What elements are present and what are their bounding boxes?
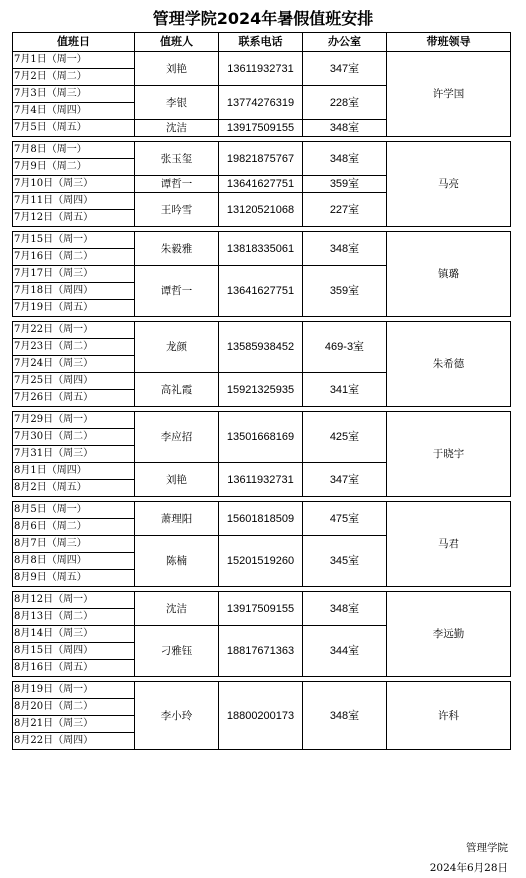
duty-date: 7月3日（周三） <box>13 86 135 103</box>
duty-leader: 镇璐 <box>387 232 511 317</box>
duty-phone: 18817671363 <box>219 626 303 677</box>
duty-office: 348室 <box>303 682 387 750</box>
header-leader: 带班领导 <box>387 33 511 52</box>
duty-date: 7月25日（周四） <box>13 373 135 390</box>
duty-phone: 15201519260 <box>219 536 303 587</box>
duty-phone: 13611932731 <box>219 463 303 497</box>
duty-phone: 15921325935 <box>219 373 303 407</box>
duty-date: 7月26日（周五） <box>13 390 135 407</box>
duty-phone: 13585938452 <box>219 322 303 373</box>
duty-person: 朱毅雅 <box>135 232 219 266</box>
duty-date: 7月24日（周三） <box>13 356 135 373</box>
duty-person: 李小玲 <box>135 682 219 750</box>
duty-leader: 朱希德 <box>387 322 511 407</box>
header-office: 办公室 <box>303 33 387 52</box>
duty-date: 8月9日（周五） <box>13 570 135 587</box>
duty-date: 8月20日（周二） <box>13 699 135 716</box>
duty-date: 7月5日（周五） <box>13 120 135 137</box>
duty-phone: 13611932731 <box>219 52 303 86</box>
duty-date: 8月2日（周五） <box>13 480 135 497</box>
page-title: 管理学院2024年暑假值班安排 <box>152 9 374 28</box>
duty-date: 7月18日（周四） <box>13 283 135 300</box>
duty-person: 高礼霞 <box>135 373 219 407</box>
duty-date: 7月16日（周二） <box>13 249 135 266</box>
duty-office: 341室 <box>303 373 387 407</box>
duty-date: 7月29日（周一） <box>13 412 135 429</box>
duty-person: 李应招 <box>135 412 219 463</box>
duty-phone: 13501668169 <box>219 412 303 463</box>
duty-date: 7月2日（周二） <box>13 69 135 86</box>
header-phone: 联系电话 <box>219 33 303 52</box>
duty-office: 469-3室 <box>303 322 387 373</box>
duty-date: 8月13日（周二） <box>13 609 135 626</box>
duty-leader: 许科 <box>387 682 511 750</box>
duty-office: 347室 <box>303 463 387 497</box>
duty-office: 344室 <box>303 626 387 677</box>
duty-date: 7月10日（周三） <box>13 176 135 193</box>
table-row <box>13 142 511 159</box>
duty-office: 228室 <box>303 86 387 120</box>
duty-date: 8月7日（周三） <box>13 536 135 553</box>
duty-office: 227室 <box>303 193 387 227</box>
header-date: 值班日 <box>13 33 135 52</box>
duty-office: 348室 <box>303 592 387 626</box>
duty-phone: 13818335061 <box>219 232 303 266</box>
duty-date: 8月12日（周一） <box>13 592 135 609</box>
table-row <box>13 322 511 339</box>
duty-date: 7月15日（周一） <box>13 232 135 249</box>
duty-person: 刁雅钰 <box>135 626 219 677</box>
duty-person: 李银 <box>135 86 219 120</box>
duty-date: 7月31日（周三） <box>13 446 135 463</box>
duty-leader: 马亮 <box>387 142 511 227</box>
duty-person: 刘艳 <box>135 463 219 497</box>
duty-phone: 13641627751 <box>219 266 303 317</box>
duty-date: 8月19日（周一） <box>13 682 135 699</box>
duty-phone: 13641627751 <box>219 176 303 193</box>
duty-person: 陈楠 <box>135 536 219 587</box>
duty-office: 425室 <box>303 412 387 463</box>
duty-office: 345室 <box>303 536 387 587</box>
duty-person: 王吟雪 <box>135 193 219 227</box>
duty-office: 348室 <box>303 120 387 137</box>
duty-phone: 19821875767 <box>219 142 303 176</box>
duty-office: 359室 <box>303 266 387 317</box>
duty-date: 8月8日（周四） <box>13 553 135 570</box>
duty-person: 沈洁 <box>135 592 219 626</box>
duty-date: 7月19日（周五） <box>13 300 135 317</box>
duty-phone: 15601818509 <box>219 502 303 536</box>
duty-office: 348室 <box>303 142 387 176</box>
duty-leader: 马君 <box>387 502 511 587</box>
duty-date: 7月4日（周四） <box>13 103 135 120</box>
duty-date: 8月21日（周三） <box>13 716 135 733</box>
duty-phone: 13774276319 <box>219 86 303 120</box>
duty-person: 谭哲一 <box>135 266 219 317</box>
duty-date: 8月16日（周五） <box>13 660 135 677</box>
duty-person: 沈洁 <box>135 120 219 137</box>
duty-date: 7月12日（周五） <box>13 210 135 227</box>
duty-schedule-table <box>12 32 511 750</box>
duty-date: 7月8日（周一） <box>13 142 135 159</box>
duty-person: 刘艳 <box>135 52 219 86</box>
duty-leader: 于晓宇 <box>387 412 511 497</box>
table-row <box>13 592 511 609</box>
duty-date: 8月14日（周三） <box>13 626 135 643</box>
footer-date: 2024年6月28日 <box>429 862 508 874</box>
duty-date: 8月1日（周四） <box>13 463 135 480</box>
schedule-body <box>13 52 511 750</box>
duty-person: 谭哲一 <box>135 176 219 193</box>
duty-person: 萧理阳 <box>135 502 219 536</box>
duty-person: 张玉玺 <box>135 142 219 176</box>
footer-organization: 管理学院 <box>466 842 508 854</box>
duty-leader: 李远勤 <box>387 592 511 677</box>
duty-office: 475室 <box>303 502 387 536</box>
table-row <box>13 502 511 519</box>
duty-office: 347室 <box>303 52 387 86</box>
duty-date: 8月22日（周四） <box>13 733 135 750</box>
table-row <box>13 412 511 429</box>
duty-date: 7月1日（周一） <box>13 52 135 69</box>
duty-date: 8月5日（周一） <box>13 502 135 519</box>
duty-phone: 13120521068 <box>219 193 303 227</box>
duty-date: 7月30日（周二） <box>13 429 135 446</box>
duty-date: 8月15日（周四） <box>13 643 135 660</box>
duty-date: 7月9日（周二） <box>13 159 135 176</box>
duty-date: 7月23日（周二） <box>13 339 135 356</box>
table-row <box>13 682 511 699</box>
duty-date: 7月22日（周一） <box>13 322 135 339</box>
duty-phone: 13917509155 <box>219 592 303 626</box>
duty-office: 348室 <box>303 232 387 266</box>
duty-date: 7月11日（周四） <box>13 193 135 210</box>
duty-leader: 许学国 <box>387 52 511 137</box>
duty-office: 359室 <box>303 176 387 193</box>
table-header-row <box>13 33 511 52</box>
duty-person: 龙颜 <box>135 322 219 373</box>
duty-phone: 18800200173 <box>219 682 303 750</box>
header-person: 值班人 <box>135 33 219 52</box>
duty-phone: 13917509155 <box>219 120 303 137</box>
table-row <box>13 232 511 249</box>
duty-date: 8月6日（周二） <box>13 519 135 536</box>
table-row <box>13 52 511 69</box>
duty-date: 7月17日（周三） <box>13 266 135 283</box>
